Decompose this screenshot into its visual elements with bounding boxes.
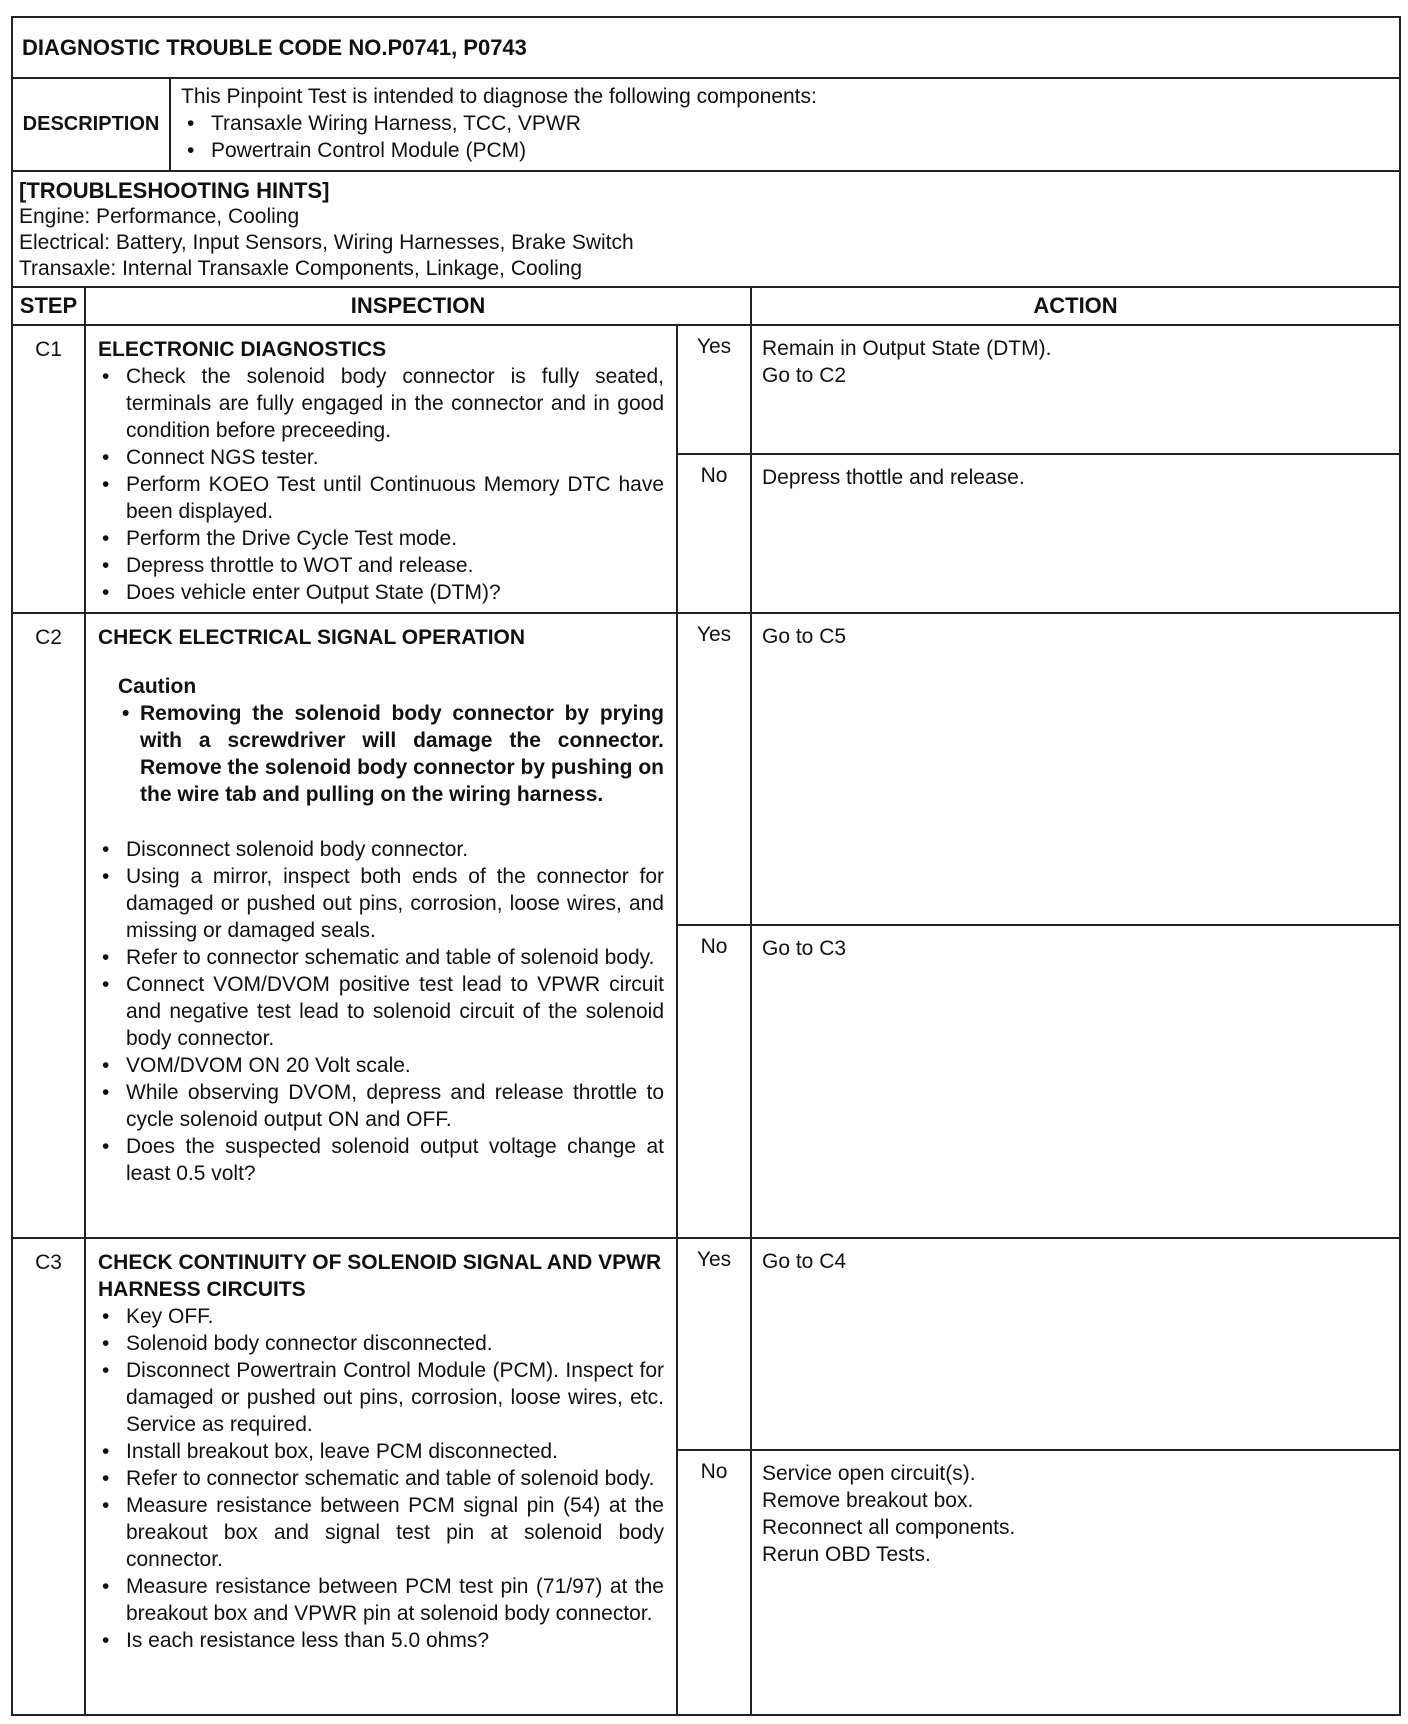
inspection-bullet: • Does the suspected solenoid output voltage change at least 0.5 volt? xyxy=(126,1133,664,1187)
description-item: • Transaxle Wiring Harness, TCC, VPWR xyxy=(211,110,1389,137)
yes-action xyxy=(751,325,1400,454)
inspection-bullet: • Check the solenoid body connector is fully seated, terminals are fully engaged in the connector and in good condition before preceeding. xyxy=(126,363,664,444)
inspection-header: INSPECTION xyxy=(85,287,751,325)
step-title: CHECK ELECTRICAL SIGNAL OPERATION xyxy=(98,626,526,649)
no-label: No xyxy=(677,1450,751,1715)
troubleshooting-hints xyxy=(12,171,1400,287)
description-row xyxy=(12,78,1400,171)
inspection-cell xyxy=(85,1238,677,1715)
action-line: Remove breakout box. xyxy=(762,1489,974,1512)
action-line: Go to C2 xyxy=(762,364,847,387)
yes-label: Yes xyxy=(677,613,751,925)
action-line: Go to C5 xyxy=(762,625,847,648)
inspection-bullet: • Perform the Drive Cycle Test mode. xyxy=(126,525,664,552)
inspection-bullet: • Using a mirror, inspect both ends of the connector for damaged or pushed out pins, corrosion, loose wires, and missing or damaged seals. xyxy=(126,863,664,944)
hint-line: Engine: Performance, Cooling xyxy=(19,205,300,228)
step-header: STEP xyxy=(12,287,85,325)
step-id: C3 xyxy=(12,1238,85,1715)
inspection-bullet: • Install breakout box, leave PCM disconnected. xyxy=(126,1438,664,1465)
description-intro: This Pinpoint Test is intended to diagnose the following components: xyxy=(181,85,817,108)
step-id: C1 xyxy=(12,325,85,613)
yes-label: Yes xyxy=(677,1238,751,1450)
action-line: Reconnect all components. xyxy=(762,1516,1016,1539)
step-row-c2 xyxy=(12,613,1400,925)
step-title: ELECTRONIC DIAGNOSTICS xyxy=(98,338,387,361)
no-label: No xyxy=(677,454,751,613)
yes-action xyxy=(751,1238,1400,1450)
inspection-bullet: • Refer to connector schematic and table of solenoid body. xyxy=(126,944,664,971)
inspection-bullet: • Measure resistance between PCM signal pin (54) at the breakout box and signal test pin at solenoid body connector. xyxy=(126,1492,664,1573)
inspection-bullet: • Refer to connector schematic and table of solenoid body. xyxy=(126,1465,664,1492)
title-row xyxy=(12,17,1400,78)
caution-bullet: • Removing the solenoid body connector by prying with a screwdriver will damage the connector. Remove the solenoid body connector by pushing on the wire tab and pulling on the wiring harness. xyxy=(140,700,664,808)
diagnostic-table xyxy=(11,16,1401,1716)
inspection-bullet: • Disconnect Powertrain Control Module (PCM). Inspect for damaged or pushed out pins, corrosion, loose wires, etc. Service as required. xyxy=(126,1357,664,1438)
inspection-bullet: • Measure resistance between PCM test pin (71/97) at the breakout box and VPWR pin at solenoid body connector. xyxy=(126,1573,664,1627)
step-row-c3 xyxy=(12,1238,1400,1450)
hints-heading: [TROUBLESHOOTING HINTS] xyxy=(19,178,330,203)
inspection-bullet: • Does vehicle enter Output State (DTM)? xyxy=(126,579,664,606)
hint-line: Electrical: Battery, Input Sensors, Wiring Harnesses, Brake Switch xyxy=(19,231,634,254)
inspection-bullet: • Is each resistance less than 5.0 ohms? xyxy=(126,1627,664,1654)
description-item: • Powertrain Control Module (PCM) xyxy=(211,137,1389,164)
no-action xyxy=(751,1450,1400,1715)
inspection-bullet: • VOM/DVOM ON 20 Volt scale. xyxy=(126,1052,664,1079)
step-title: CHECK CONTINUITY OF SOLENOID SIGNAL AND VPWR HARNESS CIRCUITS xyxy=(98,1251,662,1301)
page-title: DIAGNOSTIC TROUBLE CODE NO.P0741, P0743 xyxy=(12,17,1400,78)
action-line: Remain in Output State (DTM). xyxy=(762,337,1052,360)
inspection-bullet: • While observing DVOM, depress and release throttle to cycle solenoid output ON and OFF. xyxy=(126,1079,664,1133)
inspection-bullet: • Solenoid body connector disconnected. xyxy=(126,1330,664,1357)
header-row xyxy=(12,287,1400,325)
caution-title: Caution xyxy=(118,675,197,698)
inspection-bullet: • Connect NGS tester. xyxy=(126,444,664,471)
step-row-c1 xyxy=(12,325,1400,454)
inspection-bullet: • Depress throttle to WOT and release. xyxy=(126,552,664,579)
action-line: Go to C4 xyxy=(762,1250,847,1273)
hint-line: Transaxle: Internal Transaxle Components, Linkage, Cooling xyxy=(19,257,583,280)
inspection-cell xyxy=(85,325,677,613)
action-line: Service open circuit(s). xyxy=(762,1462,976,1485)
caution-block xyxy=(118,673,664,808)
step-id: C2 xyxy=(12,613,85,1238)
inspection-bullet: • Disconnect solenoid body connector. xyxy=(126,836,664,863)
no-label: No xyxy=(677,925,751,1238)
yes-label: Yes xyxy=(677,325,751,454)
action-line: Rerun OBD Tests. xyxy=(762,1543,931,1566)
no-action xyxy=(751,925,1400,1238)
action-line: Go to C3 xyxy=(762,937,847,960)
hints-row xyxy=(12,171,1400,287)
no-action xyxy=(751,454,1400,613)
action-header: ACTION xyxy=(751,287,1400,325)
inspection-cell xyxy=(85,613,677,1238)
description-label: DESCRIPTION xyxy=(12,78,170,171)
inspection-bullet: • Perform KOEO Test until Continuous Memory DTC have been displayed. xyxy=(126,471,664,525)
yes-action xyxy=(751,613,1400,925)
inspection-bullet: • Connect VOM/DVOM positive test lead to VPWR circuit and negative test lead to solenoid circuit of the solenoid body connector. xyxy=(126,971,664,1052)
inspection-bullet: • Key OFF. xyxy=(126,1303,664,1330)
description-body xyxy=(170,78,1400,171)
action-line: Depress thottle and release. xyxy=(762,466,1025,490)
